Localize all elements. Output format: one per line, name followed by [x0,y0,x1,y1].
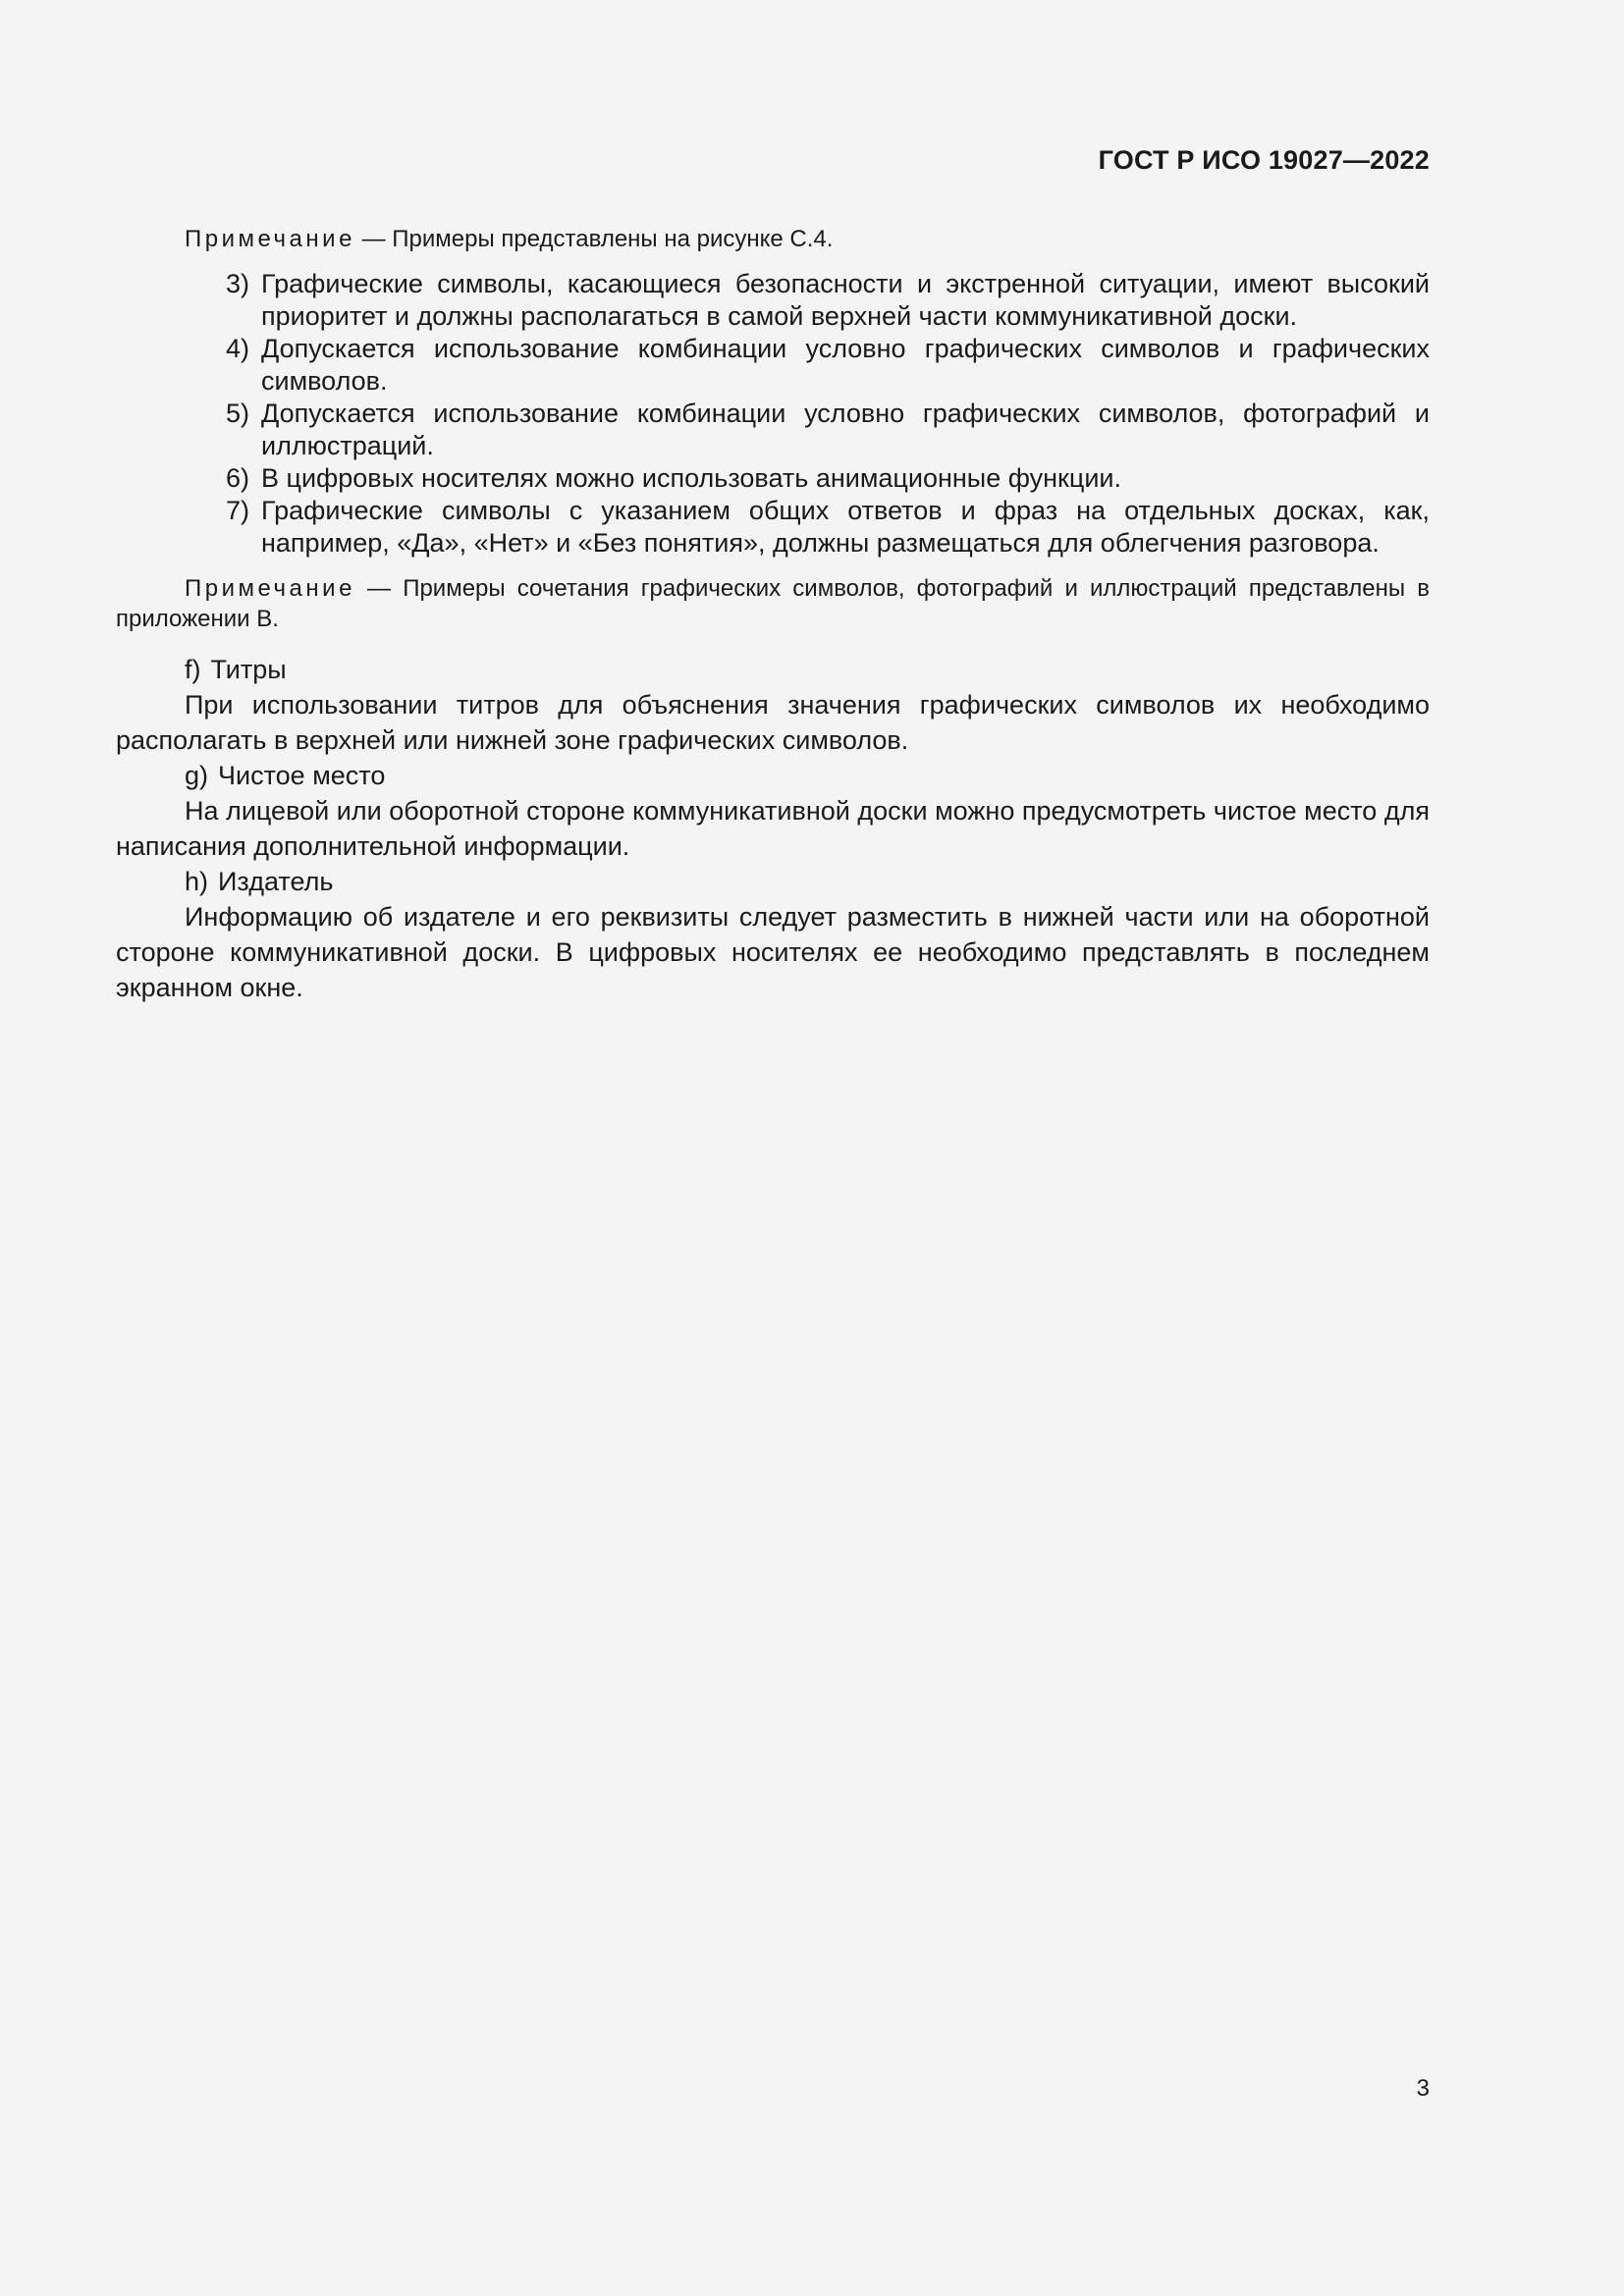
note-text: — Примеры сочетания графических символов, фотографий и иллюстраций представлены в приложении В. [116,575,1430,632]
list-item-text: Допускается использование комбинации условно графических символов и графических символов. [261,334,1430,396]
document-id-header: ГОСТ Р ИСО 19027—2022 [1098,145,1430,175]
section-paragraph-publisher: Информацию об издателе и его реквизиты следует разместить в нижней части или на оборотной стороне коммуникативной доски. В цифровых носителях ее необходимо представлять в последнем экранном окне. [116,902,1430,1002]
note-text: — Примеры представлены на рисунке С.4. [354,226,834,252]
list-item-number: 7) [225,496,249,525]
page-number: 3 [1416,2075,1430,2102]
list-item-number: 6) [225,463,249,493]
list-item-text: Графические символы с указанием общих ответов и фраз на отдельных досках, как, например, «Да», «Нет» и «Без понятия», должны размещаться для облегчения разговора. [261,496,1430,558]
list-item-number: 4) [225,334,249,363]
list-item-text: Допускается использование комбинации условно графических символов, фотографий и иллюстраций. [261,399,1430,460]
note-figure-reference [116,224,1430,254]
list-item-number: 3) [225,269,249,298]
section-title: Издатель [218,867,334,896]
list-item [116,333,1430,398]
note-label: Примечание [185,575,355,602]
note-label: Примечание [185,226,355,252]
section-title: Чистое место [218,761,386,790]
list-item-text: В цифровых носителях можно использовать анимационные функции. [261,463,1121,493]
page-content [116,224,1430,1005]
requirements-list [116,268,1430,560]
list-item [116,462,1430,495]
section-heading-blank-space [116,758,1430,793]
section-paragraph-titles: При использовании титров для объяснения значения графических символов их необходимо располагать в верхней или нижней зоне графических символов. [116,690,1430,755]
list-item-text: Графические символы, касающиеся безопасности и экстренной ситуации, имеют высокий приоритет и должны располагаться в самой верхней части коммуникативной доски. [261,269,1430,331]
section-letter: f) [185,655,201,684]
list-item [116,398,1430,462]
section-heading-publisher [116,864,1430,899]
list-item [116,495,1430,560]
section-title: Титры [210,655,287,684]
list-item-number: 5) [225,399,249,428]
list-item [116,268,1430,333]
section-paragraph-blank-space: На лицевой или оборотной стороне коммуникативной доски можно предусмотреть чистое место для написания дополнительной информации. [116,796,1430,861]
note-appendix-reference [116,573,1430,634]
section-letter: h) [185,867,209,896]
section-letter: g) [185,761,209,790]
section-heading-titles [116,652,1430,687]
